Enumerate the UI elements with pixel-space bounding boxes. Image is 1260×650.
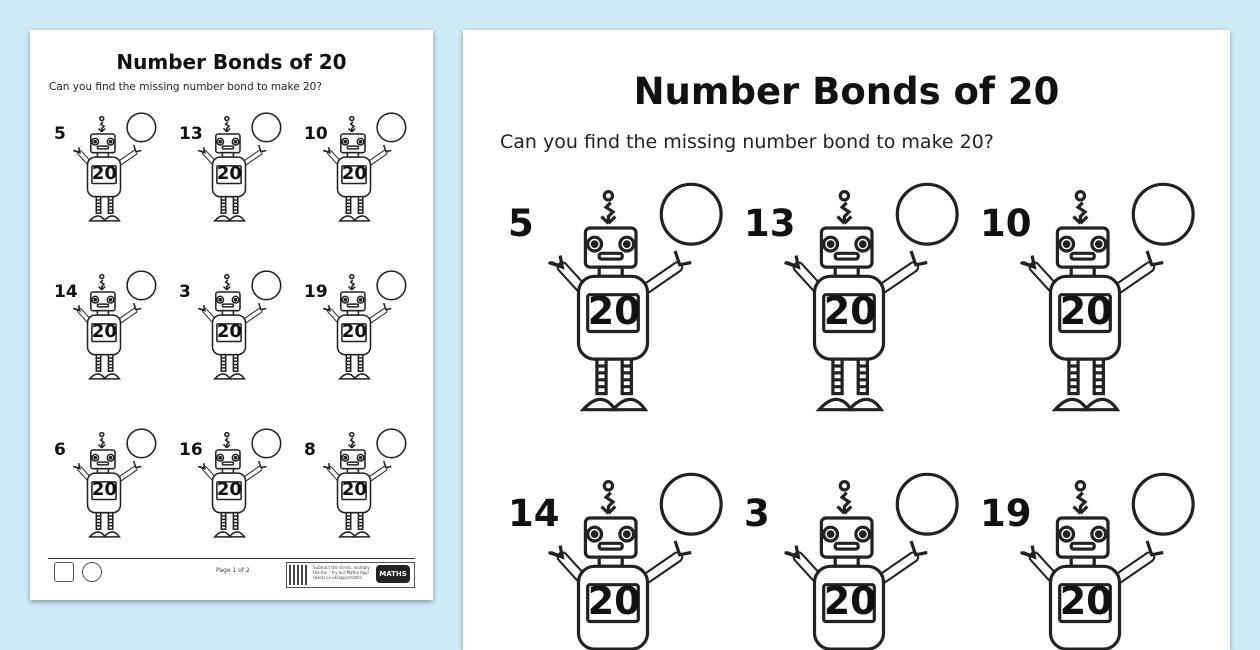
robot-total: 20	[91, 163, 117, 185]
large-bond-item	[744, 472, 987, 650]
robot-total: 20	[91, 321, 117, 343]
robot-total: 20	[91, 479, 117, 501]
answer-circle-icon[interactable]	[377, 113, 406, 142]
given-number: 14	[54, 282, 78, 302]
given-number: 13	[744, 202, 796, 245]
given-number: 5	[54, 124, 66, 144]
page-number: Page 1 of 2	[216, 567, 250, 574]
worksheet-page-preview	[30, 30, 433, 600]
twinkl-logo-icon	[54, 562, 74, 582]
small-bond-item	[304, 112, 420, 233]
maths-app-logo-icon: MATHS APP	[376, 565, 410, 583]
robot-total: 20	[216, 321, 242, 343]
maths-app-promo-text: Subtract the stress, multiply the fun – try our Maths App! twinkl.co.uk/apps/maths	[313, 565, 370, 580]
maths-app-promo	[286, 562, 415, 596]
given-number: 8	[304, 440, 316, 460]
robot-total: 20	[341, 479, 367, 501]
robot-total: 20	[587, 579, 641, 624]
answer-circle-icon[interactable]	[252, 113, 281, 142]
answer-circle-icon[interactable]	[252, 271, 281, 300]
robot-total: 20	[216, 479, 242, 501]
worksheet-instructions: Can you find the missing number bond to make 20?	[49, 81, 322, 93]
answer-circle-icon[interactable]	[377, 271, 406, 300]
answer-circle-icon[interactable]	[127, 429, 156, 458]
quality-badge-icon	[82, 562, 102, 582]
given-number: 13	[179, 124, 203, 144]
robot-total: 20	[341, 321, 367, 343]
small-bond-item	[179, 270, 295, 391]
small-bond-item	[54, 270, 170, 391]
large-bond-item	[508, 182, 751, 435]
robot-total: 20	[216, 163, 242, 185]
worksheet-instructions-large: Can you find the missing number bond to make 20?	[500, 131, 994, 153]
given-number: 16	[179, 440, 203, 460]
robot-total: 20	[823, 579, 877, 624]
large-bond-item	[980, 472, 1223, 650]
small-bond-item	[179, 112, 295, 233]
worksheet-title-large: Number Bonds of 20	[633, 70, 1060, 113]
answer-circle-icon[interactable]	[1133, 475, 1193, 535]
robot-total: 20	[823, 289, 877, 334]
answer-circle-icon[interactable]	[897, 475, 957, 535]
given-number: 3	[179, 282, 191, 302]
footer-divider	[48, 558, 415, 559]
large-bond-item	[744, 182, 987, 435]
answer-circle-icon[interactable]	[661, 185, 721, 245]
given-number: 5	[508, 202, 534, 245]
robot-total: 20	[1059, 579, 1113, 624]
small-bond-item	[304, 428, 420, 549]
worksheet-title: Number Bonds of 20	[116, 50, 347, 74]
answer-circle-icon[interactable]	[127, 271, 156, 300]
given-number: 10	[980, 202, 1032, 245]
answer-circle-icon[interactable]	[1133, 185, 1193, 245]
small-bond-item	[54, 428, 170, 549]
answer-circle-icon[interactable]	[661, 475, 721, 535]
worksheet-page-zoomed	[463, 30, 1230, 650]
answer-circle-icon[interactable]	[252, 429, 281, 458]
given-number: 19	[980, 492, 1032, 535]
large-bond-item	[980, 182, 1223, 435]
small-bond-item	[304, 270, 420, 391]
given-number: 19	[304, 282, 328, 302]
small-bond-item	[54, 112, 170, 233]
answer-circle-icon[interactable]	[127, 113, 156, 142]
robot-total: 20	[1059, 289, 1113, 334]
small-bond-item	[179, 428, 295, 549]
answer-circle-icon[interactable]	[897, 185, 957, 245]
answer-circle-icon[interactable]	[377, 429, 406, 458]
given-number: 3	[744, 492, 770, 535]
given-number: 6	[54, 440, 66, 460]
robot-total: 20	[341, 163, 367, 185]
given-number: 10	[304, 124, 328, 144]
robot-total: 20	[587, 289, 641, 334]
qr-code-icon	[289, 565, 309, 585]
given-number: 14	[508, 492, 560, 535]
large-bond-item	[508, 472, 751, 650]
